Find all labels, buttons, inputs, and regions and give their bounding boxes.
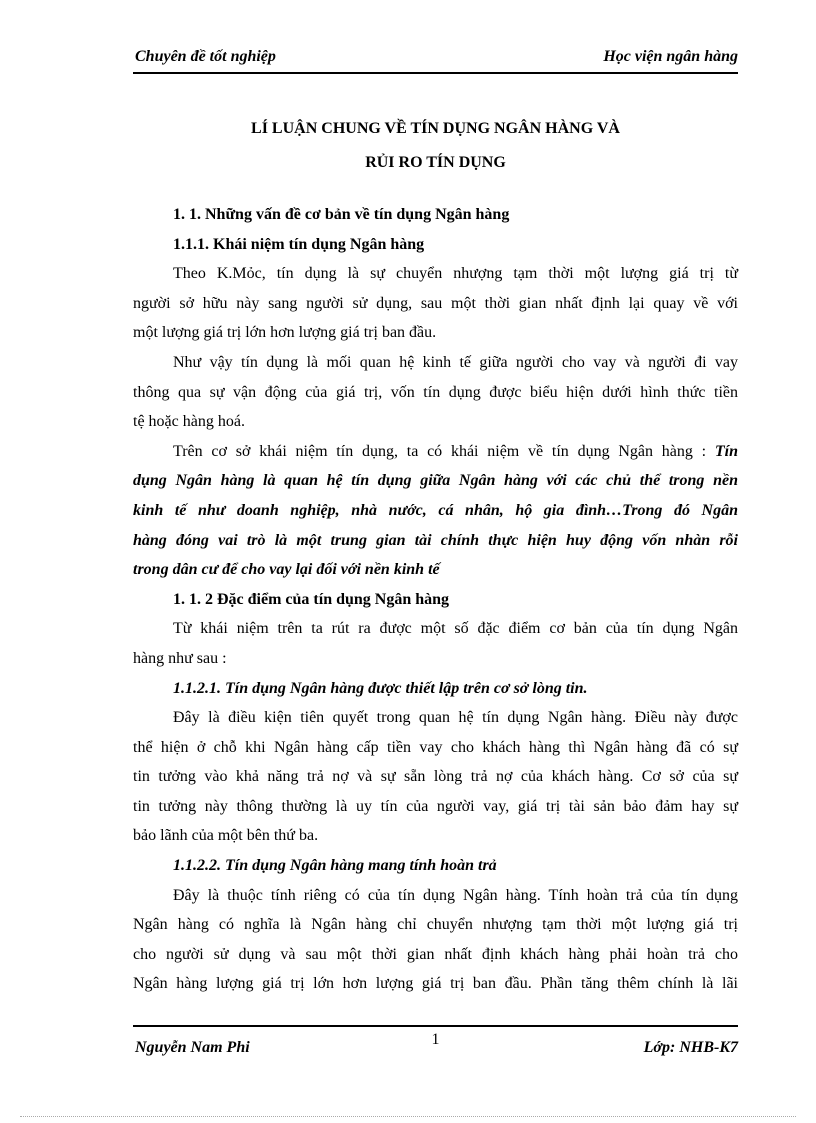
paragraph-text: Trên cơ sở khái niệm tín dụng, ta có khái niệm về tín dụng Ngân hàng :: [173, 442, 715, 460]
paragraph-line: tin tưởng này thông thường là uy tín của người vay, giá trị tài sản bảo đảm hay sự: [133, 797, 738, 815]
paragraph-line: Như vậy tín dụng là mối quan hệ kinh tế giữa người cho vay và người đi vay: [173, 353, 738, 371]
paragraph-3: [133, 437, 738, 585]
chapter-title-line-1: LÍ LUẬN CHUNG VỀ TÍN DỤNG NGÂN HÀNG VÀ: [251, 120, 620, 137]
chapter-title: [133, 112, 738, 180]
page-bottom-divider: [20, 1116, 796, 1117]
paragraph-line: thông qua sự vận động của giá trị, vốn tín dụng được biểu hiện dưới hình thức tiền: [133, 383, 738, 401]
paragraph-line: Đây là điều kiện tiên quyết trong quan hệ tín dụng Ngân hàng. Điều này được: [173, 709, 738, 727]
section-heading-1-1-2: 1. 1. 2 Đặc điểm của tín dụng Ngân hàng: [173, 590, 450, 608]
definition-line: kinh tế như doanh nghiệp, nhà nước, cá nhân, hộ gia đình…Trong đó Ngân: [133, 501, 738, 519]
header-right-text: Học viện ngân hàng: [603, 48, 738, 65]
paragraph-line: cho người sử dụng và sau một thời gian nhất định khách hàng phải hoàn trả cho: [133, 945, 738, 963]
definition-line: hàng đóng vai trò là một trung gian tài chính thực hiện huy động vốn nhàn rỗi: [133, 531, 738, 549]
section-heading-1-1: 1. 1. Những vấn đề cơ bản về tín dụng Ngân hàng: [173, 206, 510, 223]
paragraph-line: thể hiện ở chỗ khi Ngân hàng cấp tiền vay cho khách hàng thì Ngân hàng đã có sự: [133, 738, 738, 756]
page-header: [133, 48, 738, 74]
chapter-title-line-2: RỦI RO TÍN DỤNG: [365, 154, 506, 171]
page-number: 1: [431, 1031, 440, 1048]
paragraph-5: [133, 703, 738, 851]
paragraph-line: Ngân hàng có nghĩa là Ngân hàng chỉ chuyển nhượng tạm thời một lượng giá trị: [133, 916, 738, 934]
definition-text: Tín: [714, 442, 738, 460]
paragraph-line: tin tưởng vào khả năng trả nợ và sự sẵn lòng trả nợ của khách hàng. Cơ sở của sự: [133, 768, 738, 786]
footer-author: Nguyễn Nam Phi: [135, 1039, 250, 1056]
subsection-heading-1-1-2-2: 1.1.2.2. Tín dụng Ngân hàng mang tính hoàn trả: [173, 857, 497, 875]
paragraph-2: [133, 348, 738, 437]
paragraph-line: tệ hoặc hàng hoá.: [133, 413, 245, 431]
definition-line: dụng Ngân hàng là quan hệ tín dụng giữa Ngân hàng với các chủ thể trong nền: [133, 472, 738, 490]
paragraph-line: hàng như sau :: [133, 649, 227, 667]
paragraph-6: [133, 881, 738, 999]
paragraph-line: một lượng giá trị lớn hơn lượng giá trị ban đầu.: [133, 324, 437, 342]
subsection-heading-1-1-2-1: 1.1.2.1. Tín dụng Ngân hàng được thiết lập trên cơ sở lòng tin.: [173, 679, 588, 697]
header-left-text: Chuyên đề tốt nghiệp: [135, 48, 276, 65]
paragraph-line: [133, 437, 738, 467]
paragraph-4: [133, 614, 738, 673]
document-body: [133, 200, 738, 999]
footer-class: Lớp: NHB-K7: [643, 1039, 738, 1056]
section-heading-1-1-1: 1.1.1. Khái niệm tín dụng Ngân hàng: [173, 235, 425, 253]
paragraph-line: người sở hữu này sang người sử dụng, sau một thời gian nhất định lại quay về với: [133, 294, 738, 312]
paragraph-line: Từ khái niệm trên ta rút ra được một số đặc điểm cơ bản của tín dụng Ngân: [173, 620, 738, 638]
paragraph-1: [133, 259, 738, 348]
paragraph-line: Đây là thuộc tính riêng có của tín dụng Ngân hàng. Tính hoàn trả của tín dụng: [173, 886, 738, 904]
paragraph-line: Theo K.Mỏc, tín dụng là sự chuyển nhượng tạm thời một lượng giá trị từ: [173, 265, 738, 283]
definition-line: trong dân cư để cho vay lại đối với nền kinh tế: [133, 561, 440, 579]
paragraph-line: bảo lãnh của một bên thứ ba.: [133, 827, 319, 845]
paragraph-line: Ngân hàng lượng giá trị lớn hơn lượng giá trị ban đầu. Phần tăng thêm chính là lãi: [133, 975, 738, 993]
page-footer: [133, 1025, 738, 1067]
